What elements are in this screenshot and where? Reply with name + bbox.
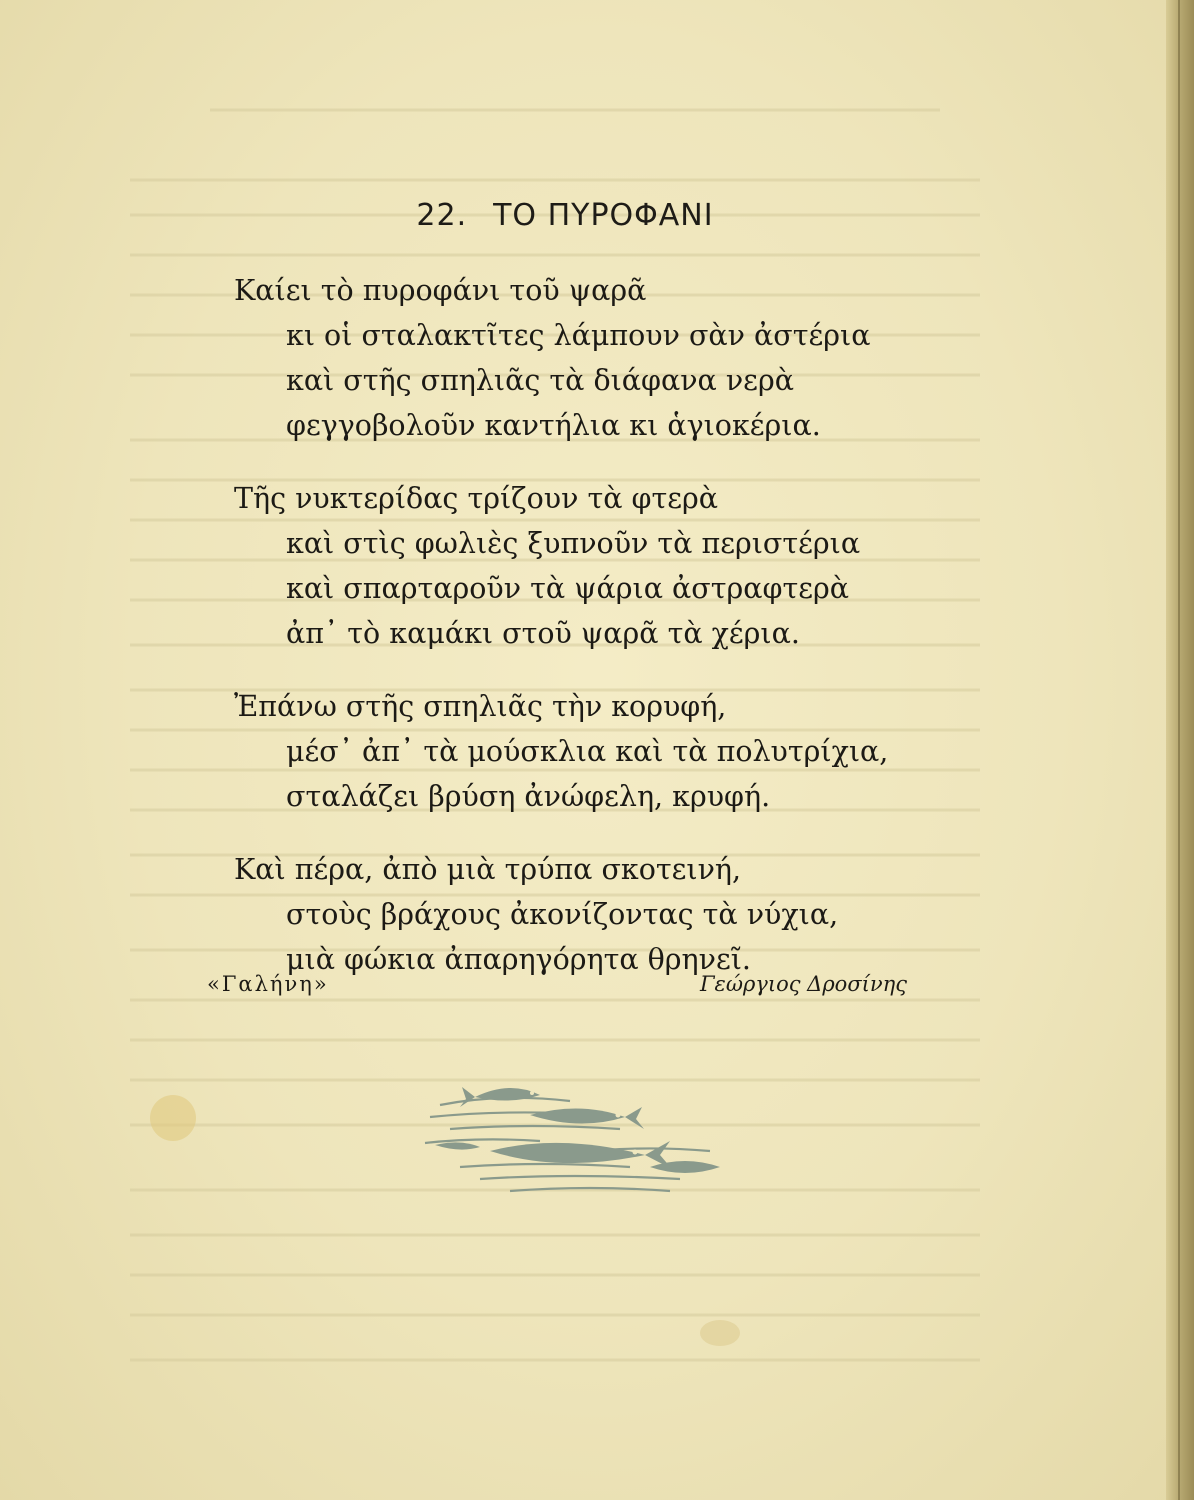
poem-line: μέσ᾿ ἀπ᾿ τὰ μούσκλια καὶ τὰ πολυτρίχια, bbox=[286, 735, 889, 768]
spine-edge bbox=[1178, 0, 1180, 1500]
poem-title-text: ΤΟ ΠΥΡΟΦΑΝΙ bbox=[493, 198, 714, 233]
book-spine bbox=[1166, 0, 1194, 1500]
poem-line: Καὶ πέρα, ἀπὸ μιὰ τρύπα σκοτεινή, bbox=[234, 853, 742, 886]
fish-vignette-icon bbox=[420, 1075, 740, 1205]
poem-line: καὶ στὶς φωλιὲς ξυπνοῦν τὰ περιστέρια bbox=[286, 527, 861, 560]
poem-title bbox=[0, 198, 1130, 233]
stanza-4 bbox=[234, 847, 888, 982]
poem-line: Τῆς νυκτερίδας τρίζουν τὰ φτερὰ bbox=[234, 482, 719, 515]
poem-line: καὶ στῆς σπηλιᾶς τὰ διάφανα νερὰ bbox=[286, 364, 794, 397]
poem-line: Καίει τὸ πυροφάνι τοῦ ψαρᾶ bbox=[234, 274, 647, 307]
poem-line: ἀπ᾿ τὸ καμάκι στοῦ ψαρᾶ τὰ χέρια. bbox=[286, 617, 800, 650]
age-stain bbox=[700, 1320, 740, 1346]
stanza-1 bbox=[234, 268, 888, 448]
poem-line: φεγγοβολοῦν καντήλια κι ἁγιοκέρια. bbox=[286, 409, 821, 442]
stanza-3 bbox=[234, 684, 888, 819]
poem-line: κι οἱ σταλακτῖτες λάμπουν σὰν ἀστέρια bbox=[286, 319, 871, 352]
stanza-2 bbox=[234, 476, 888, 656]
poem-line: καὶ σπαρταροῦν τὰ ψάρια ἀστραφτερὰ bbox=[286, 572, 849, 605]
author-name: Γεώργιος Δροσίνης bbox=[699, 972, 907, 996]
poem-line: σταλάζει βρύση ἀνώφελη, κρυφή. bbox=[286, 780, 771, 813]
poem-line: στοὺς βράχους ἀκονίζοντας τὰ νύχια, bbox=[286, 898, 839, 931]
poem-body bbox=[234, 268, 888, 1010]
poem-number: 22. bbox=[416, 198, 468, 233]
source-title: «Γαλήνη» bbox=[207, 972, 329, 996]
age-stain bbox=[150, 1095, 196, 1141]
poem-line: μιὰ φώκια ἀπαρηγόρητα θρηνεῖ. bbox=[286, 943, 751, 976]
poem-line: Ἐπάνω στῆς σπηλιᾶς τὴν κορυφή, bbox=[234, 690, 727, 723]
